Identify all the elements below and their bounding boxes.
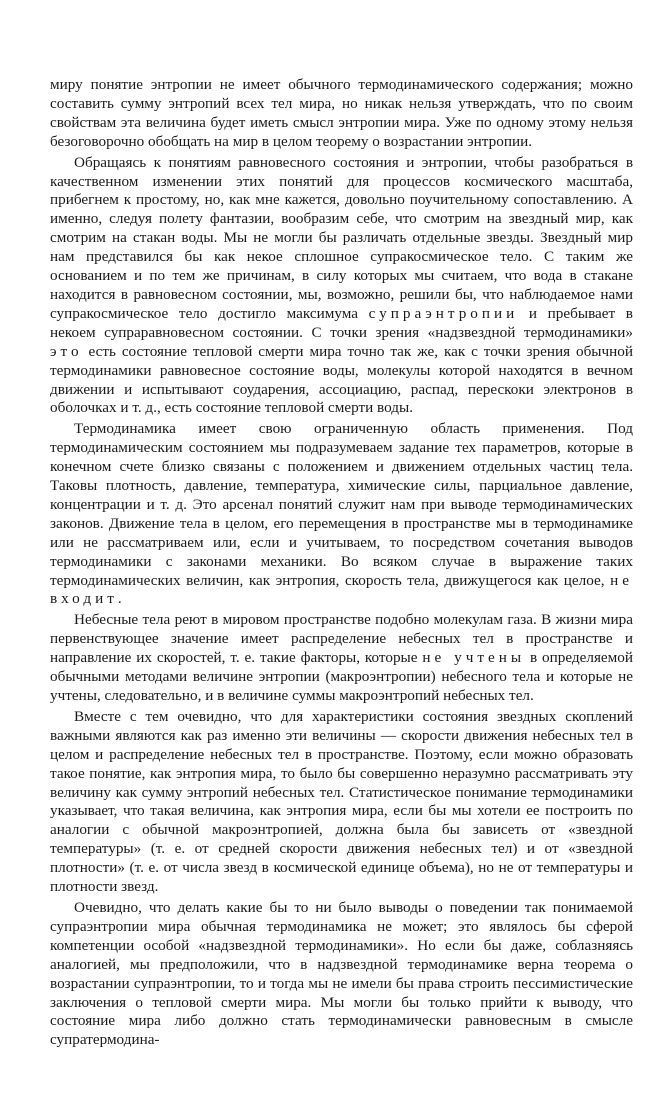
- paragraph-3-spaced-ne-vkhodit: не входит: [50, 571, 633, 608]
- paragraph-3: [50, 420, 633, 609]
- paragraph-2-spaced-eto: это: [50, 342, 83, 360]
- paragraph-4-spaced-ne-uchteny: не учтены: [422, 649, 526, 667]
- paragraph-2-text-a: Обращаясь к понятиям равновесного состояния и энтропии, чтобы разобраться в качественном изменении этих понятий для процессов космического масштаба, прибегнем к простому, но, как мне кажется, довольно поучительному сопоставлению. А именно, следуя полету фантазии, вообразим себе, что смотрим на звездный мир, как смотрим на стакан воды. Мы не могли бы различать отдельные звезды. Звездный мир нам представился бы как некое сплошное супракосмическое тело. С таким же основанием и по тем же причинам, в силу которых мы считаем, что вода в стакане находится в равновесном состоянии, мы, возможно, решили бы, что наблюдаемое нами супракосмическое тело достигло максимума: [50, 153, 633, 322]
- paragraph-2-spaced-supraentropy: супраэнтропии: [368, 304, 519, 322]
- paragraph-3-text-a: Термодинамика имеет свою ограниченную область применения. Под термодинамическим состоянием мы подразумеваем задание тех параметров, которые в конечном счете близко связаны с положением и движением отдельных частиц тела. Таковы плотность, давление, температура, химические силы, парциальное давление, концентрации и т. д. Это арсенал понятий служит нам при выводе термодинамических законов. Движение тела в целом, его перемещения в пространстве мы в термодинамике или не рассматриваем или, если и учитываем, то посредством сочетания выводов термодинамики с законами механики. Во всяком случае в выражение таких термодинамических величин, как энтропия, скорость тела, движущегося как целое,: [50, 420, 633, 589]
- paragraph-5-text: Вместе с тем очевидно, что для характеристики состояния звездных скоплений важными являются как раз именно эти величины — скорости движения небесных тел в целом и распределение небесных тел в пространстве. Поэтому, если можно образовать такое понятие, как энтропия мира, то было бы совершенно неразумно рассматривать эту величину как сумму энтропий небесных тел. Статистическое понимание термодинамики указывает, что такая величина, как энтропия мира, если бы мы хотели ее построить по аналогии с обычной макроэнтропией, должна была бы зависеть от «звездной температуры» (т. е. от средней скорости движения небесных тел) и от «звездной плотности» (т. е. от числа звезд в космической единице объема), но не от температуры и плотности звезд.: [50, 707, 633, 896]
- paragraph-2-text-b: и пребывает в некоем супраравновесном состоянии. С точки зрения «надзвездной термодинамики»: [50, 304, 633, 341]
- paragraph-1-text: миру понятие энтропии не имеет обычного термодинамического содержания; можно составить сумму энтропий всех тел мира, но никак нельзя утверждать, что по своим свойствам эта величина будет иметь смысл энтропии мира. Уже по одному этому нельзя безоговорочно обобщать на мир в целом теорему о возрастании энтропии.: [50, 76, 633, 150]
- paragraph-4: [50, 611, 633, 706]
- paragraph-2: [50, 154, 633, 419]
- paragraph-6-text: Очевидно, что делать какие бы то ни было выводы о поведении так понимаемой супраэнтропии мира обычная термодинамика не может; это являлось бы сферой компетенции особой «надзвездной термодинамики». Но если бы даже, соблазняясь аналогией, мы предположили, что в надзвездной термодинамике верна теорема о возрастании супраэнтропии, то и тогда мы не имели бы права строить пессимистические заключения о тепловой смерти мира. Мы могли бы только прийти к выводу, что состояние мира либо должно стать термодинамически равновесным в смысле супратермодина-: [50, 898, 633, 1049]
- paragraph-3-text-b: .: [117, 590, 122, 608]
- paragraph-1: [50, 76, 633, 152]
- paragraph-2-text-c: есть состояние тепловой смерти мира точно так же, как с точки зрения обычной термодинамики равновесное состояние воды, молекулы которой находятся в вечном движении и испытывают соударения, ассоциацию, распад, перескоки электронов в оболочках и т. д., есть состояние тепловой смерти воды.: [50, 342, 633, 417]
- paragraph-4-text-a: Небесные тела реют в мировом пространстве подобно молекулам газа. В жизни мира первенствующее значение имеет распределение небесных тел в пространстве и направление их скоростей, т. е. такие факторы, которые: [50, 611, 633, 667]
- paragraph-4-text-b: в определяемой обычными методами величине энтропии (макроэнтропии) небесного тела и которые не учтены, следовательно, и в величине суммы макроэнтропий небесных тел.: [50, 649, 633, 704]
- paragraph-6: [50, 899, 633, 1050]
- paragraph-5: [50, 708, 633, 897]
